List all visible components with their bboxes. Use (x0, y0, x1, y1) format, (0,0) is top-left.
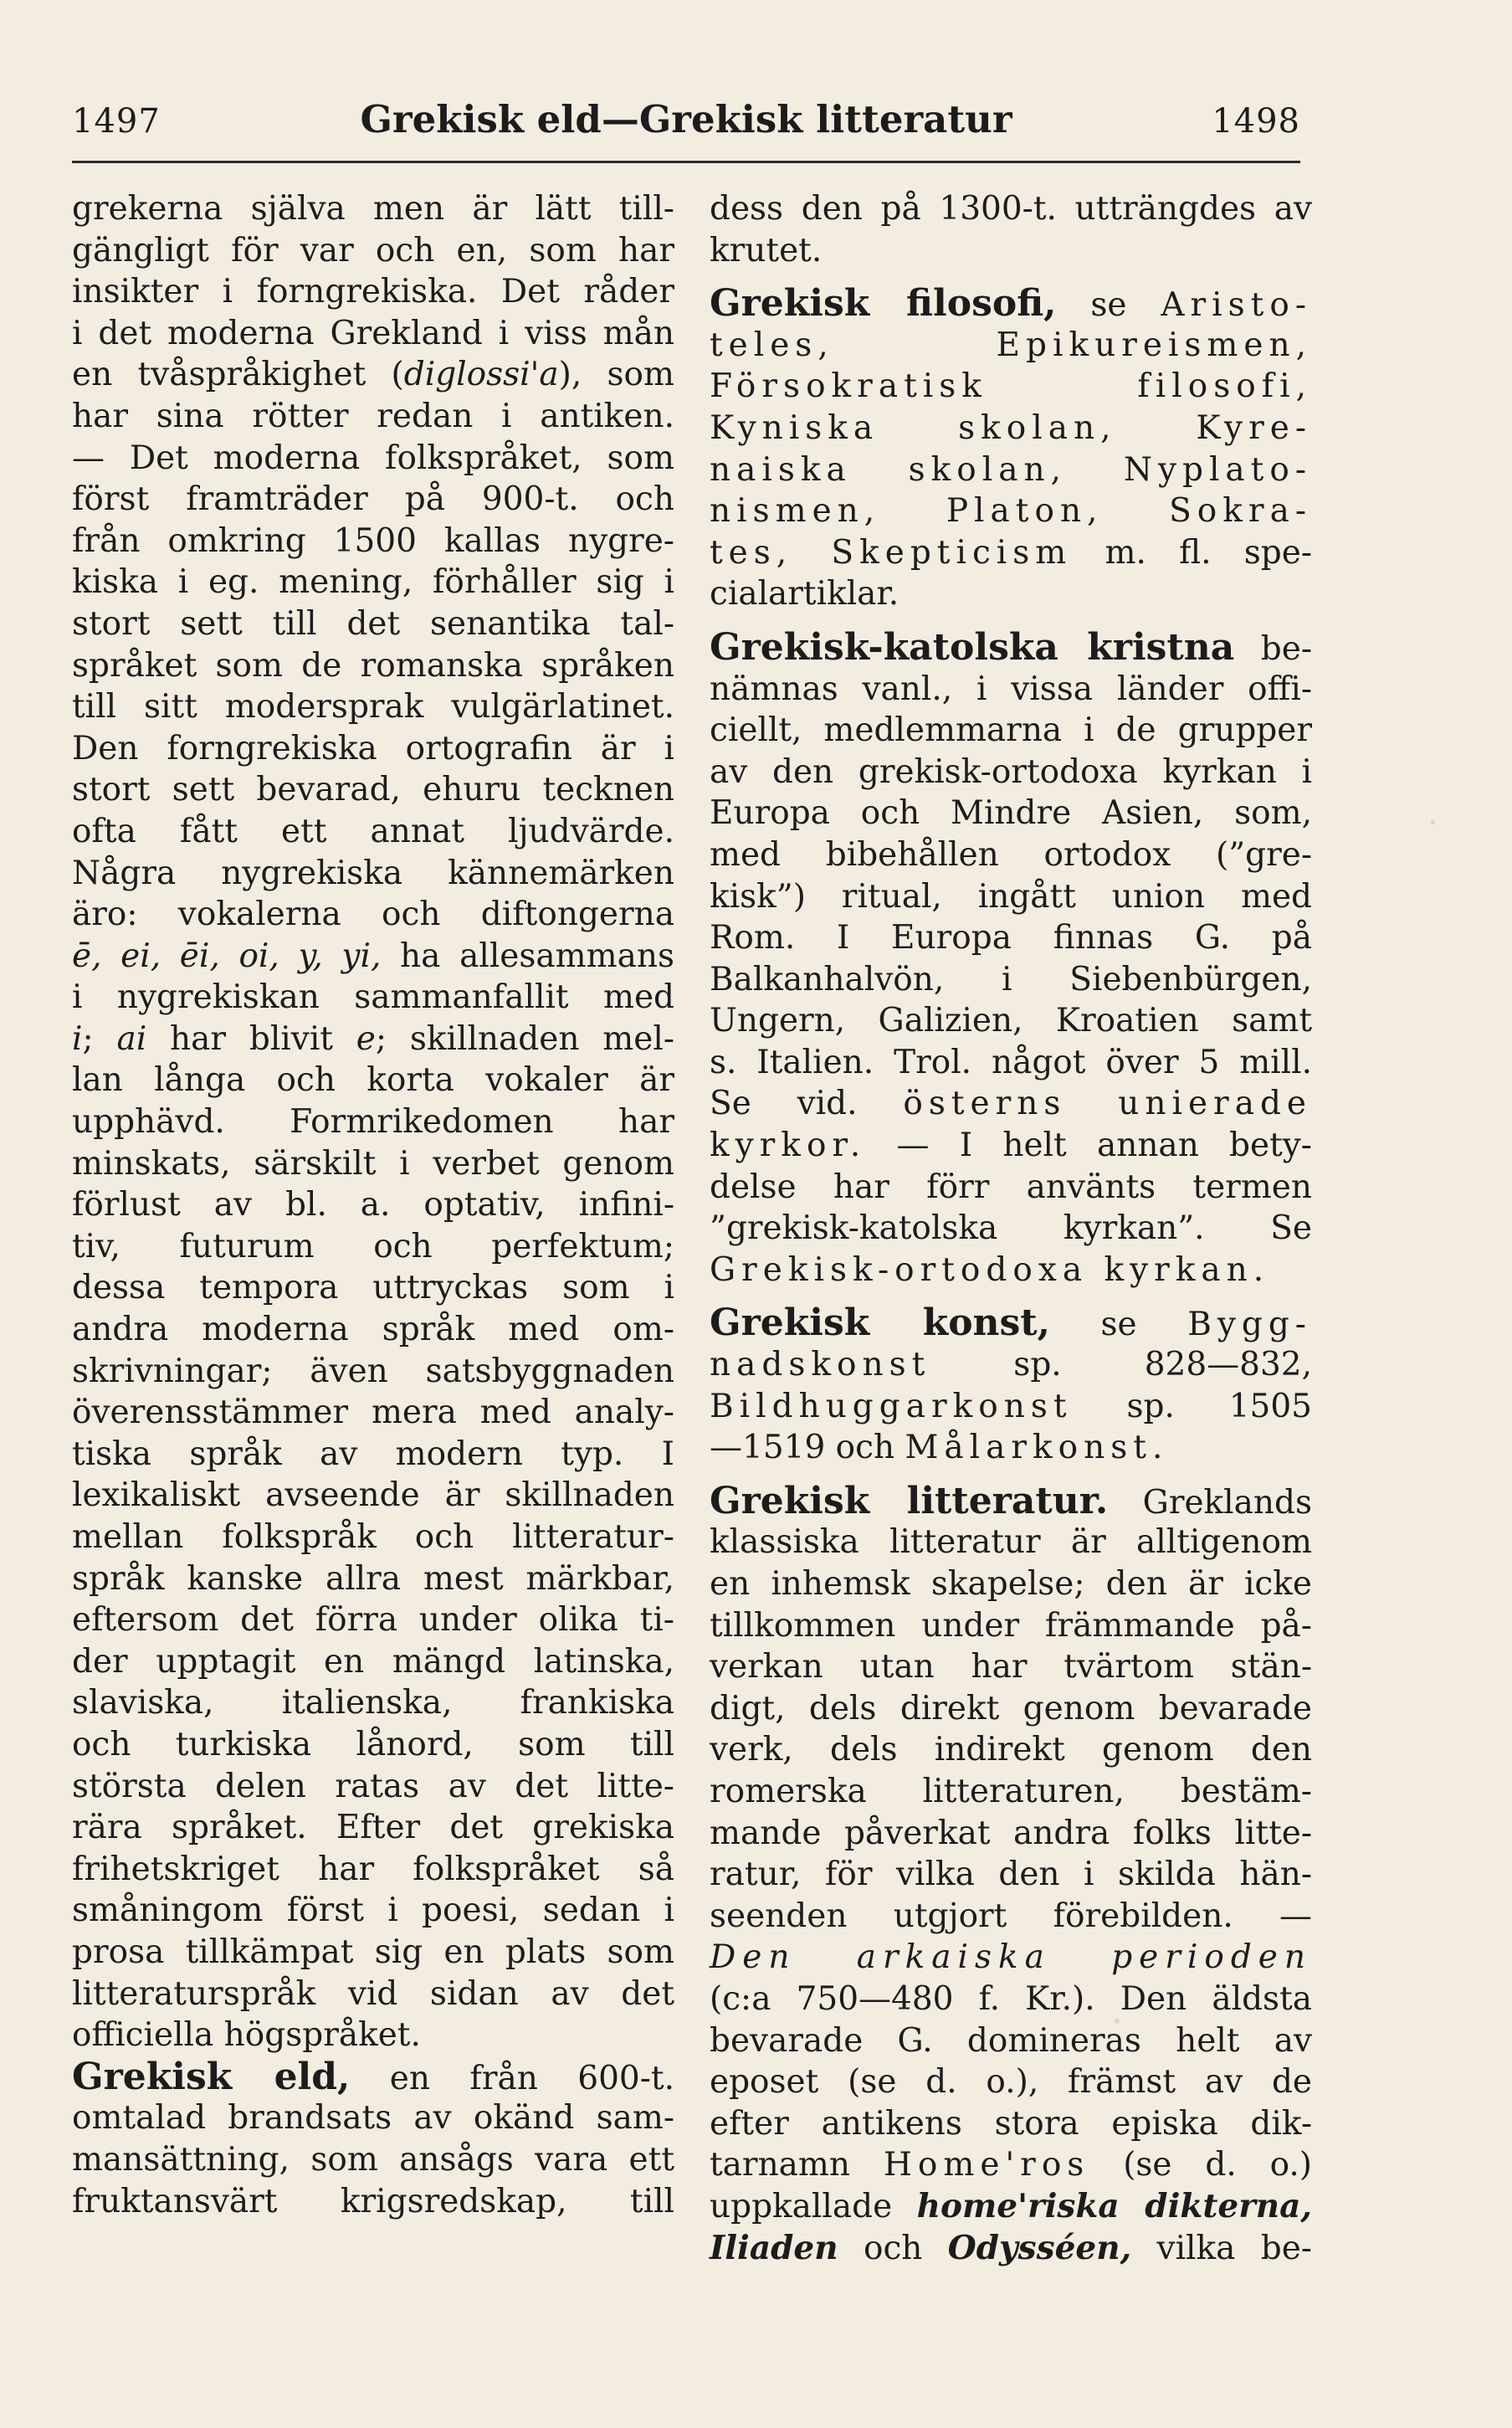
text-line: Europa och Mindre Asien, som, (710, 794, 1312, 833)
text-line: förlust av bl. a. optativ, infini- (72, 1186, 674, 1224)
running-title: Grekisk eld—Grekisk litteratur (360, 97, 1012, 141)
text-line: lan långa och korta vokaler är (72, 1061, 674, 1100)
title-iliaden: Iliaden (710, 2228, 838, 2267)
entry-grekisk-litteratur: Grekisk litteratur. Greklands (710, 1479, 1312, 1522)
text-line: dessa tempora uttryckas som i (72, 1269, 674, 1307)
text-line: språket som de romanska språken (72, 646, 674, 685)
text-line: Ungern, Galizien, Kroatien samt (710, 1002, 1312, 1040)
section-heading-arkaiska: Den arkaiska perioden (710, 1938, 1312, 1977)
text-line: med bibehållen ortodox (”gre- (710, 835, 1312, 874)
text-line: rära språket. Efter det grekiska (72, 1809, 674, 1847)
text-line: nämnas vanl., i vissa länder offi- (710, 670, 1312, 708)
text-line: Se vid. österns unierade (710, 1085, 1312, 1123)
text-line: nadskonst sp. 828—832, (710, 1346, 1312, 1384)
text-line: småningom först i poesi, sedan i (72, 1892, 674, 1930)
headword: Grekisk filosofi, (710, 282, 1057, 326)
term-diglossia: diglossi'a (403, 356, 559, 394)
text-line: minskats, särskilt i verbet genom (72, 1144, 674, 1183)
text-line: upphävd. Formrikedomen har (72, 1103, 674, 1142)
paper-speck (1431, 820, 1435, 824)
text-line: Balkanhalvön, i Siebenbürgen, (710, 960, 1312, 998)
text-line: i nygrekiskan sammanfallit med (72, 978, 674, 1017)
text-line: stort sett till det senantika tal- (72, 604, 674, 643)
headword: Grekisk eld, (72, 2055, 351, 2098)
right-column (710, 188, 1312, 2269)
text-line: dess den på 1300-t. utträngdes av (710, 190, 1312, 228)
text-line: frihetskriget har folkspråket så (72, 1850, 674, 1888)
text-line: eposet (se d. o.), främst av de (710, 2063, 1312, 2102)
text-line: (c:a 750—480 f. Kr.). Den äldsta (710, 1979, 1312, 2018)
text-line: mansättning, som ansågs vara ett (72, 2140, 674, 2179)
header-rule (72, 161, 1300, 163)
text-line: krutet. (710, 231, 823, 269)
cross-reference-line: Försokratisk filosofi, (710, 367, 1312, 406)
text-line: andra moderna språk med om- (72, 1311, 674, 1349)
text-line: digt, dels direkt genom bevarade (710, 1689, 1312, 1727)
text-line: tes, Skepticism m. fl. spe- (710, 533, 1313, 572)
text-line: stort sett bevarad, ehuru tecknen (72, 771, 674, 809)
text-line: en inhemsk skapelse; den är icke (710, 1565, 1312, 1603)
text-line: kisk”) ritual, ingått union med (710, 877, 1312, 916)
cross-reference: Bildhuggarkonst (710, 1387, 1073, 1425)
text-line: lexikaliskt avseende är skillnaden (72, 1476, 674, 1515)
cross-reference-line: naiska skolan, Nyplato- (710, 450, 1312, 489)
term-homeriska-dikterna: home'riska dikterna, (916, 2186, 1312, 2225)
text-line: uppkallade home'riska dikterna, (710, 2186, 1312, 2225)
cross-reference: Home'ros (883, 2146, 1090, 2184)
text-line: cialartiklar. (710, 575, 900, 613)
left-page-number: 1497 (72, 102, 161, 141)
cross-reference-line: nismen, Platon, Sokra- (710, 492, 1312, 531)
entry-grekisk-konst: Grekisk konst, se Bygg- (710, 1301, 1312, 1345)
text-line: kiska i eg. mening, förhåller sig i (72, 563, 674, 602)
vowel-list: ē, ei, ēi, oi, y, yi, (72, 937, 382, 975)
text-line: av den grekisk-ortodoxa kyrkan i (710, 752, 1312, 791)
text-line: skrivningar; även satsbyggnaden (72, 1352, 674, 1390)
text-line: och turkiska lånord, som till (72, 1725, 674, 1763)
cross-reference-line: Kyniska skolan, Kyre- (710, 408, 1312, 447)
cross-reference: Aristo- (1161, 286, 1312, 325)
text-line: delse har förr använts termen (710, 1168, 1312, 1206)
text-line: omtalad brandsats av okänd sam- (72, 2099, 674, 2138)
cross-reference-line: Grekisk-ortodoxa kyrkan. (710, 1250, 1270, 1289)
text-line: tillkommen under främmande på- (710, 1606, 1312, 1645)
text-line: tiv, futurum och perfektum; (72, 1227, 674, 1265)
cross-reference-line: teles, Epikureismen, (710, 326, 1312, 364)
text-line: har sina rötter redan i antiken. (72, 397, 674, 435)
text-line: verk, dels indirekt genom den (710, 1731, 1312, 1769)
cross-reference: Målarkonst. (905, 1429, 1169, 1467)
text-line: efter antikens stora episka dik- (710, 2104, 1312, 2143)
text-line: språk kanske allra mest märkbar, (72, 1559, 674, 1598)
text-line: bevarade G. domineras helt av (710, 2021, 1312, 2060)
text-line: tiska språk av modern typ. I (72, 1435, 674, 1473)
text-line: i det moderna Grekland i viss mån (72, 314, 674, 352)
text-line: överensstämmer mera med analy- (72, 1394, 674, 1432)
text-line: Den forngrekiska ortografin är i (72, 729, 674, 767)
text-line: insikter i forngrekiska. Det råder (72, 273, 674, 311)
cross-reference: österns unierade (903, 1085, 1312, 1123)
left-column (72, 188, 674, 2222)
headword: Grekisk konst, (710, 1301, 1050, 1345)
right-page-number: 1498 (1212, 102, 1300, 141)
text-line: största delen ratas av det litte- (72, 1767, 674, 1805)
text-line: der upptagit en mängd latinska, (72, 1642, 674, 1681)
text-line: litteraturspråk vid sidan av det (72, 1974, 674, 2013)
text-line: ofta fått ett annat ljudvärde. (72, 812, 674, 850)
text-line: —1519 och Målarkonst. (710, 1429, 1169, 1467)
text-line: ciellt, medlemmarna i de grupper (710, 711, 1312, 750)
text-line: i; ai har blivit e; skillnaden mel- (72, 1019, 674, 1058)
text-line: slaviska, italienska, frankiska (72, 1684, 674, 1722)
entry-grekisk-katolska: Grekisk-katolska kristna be- (710, 625, 1313, 669)
text-line: mellan folkspråk och litteratur- (72, 1518, 674, 1556)
headword: Grekisk-katolska kristna (710, 625, 1235, 669)
text-line: Iliaden och Odysséen, vilka be- (710, 2228, 1312, 2267)
text-line: prosa tillkämpat sig en plats som (72, 1933, 674, 1971)
text-line: s. Italien. Trol. något över 5 mill. (710, 1043, 1312, 1081)
text-line: äro: vokalerna och diftongerna (72, 896, 674, 934)
text-line: grekerna själva men är lätt till- (72, 190, 674, 228)
text-line: från omkring 1500 kallas nygre- (72, 521, 674, 560)
text-line: mande påverkat andra folks litte- (710, 1814, 1312, 1852)
text-line: eftersom det förra under olika ti- (72, 1601, 674, 1640)
title-odysseen: Odysséen, (947, 2228, 1132, 2267)
text-line: till sitt modersprak vulgärlatinet. (72, 688, 674, 726)
text-line: först framträder på 900-t. och (72, 480, 674, 519)
cross-reference: Bygg- (1187, 1306, 1312, 1344)
text-line: verkan utan har tvärtom stän- (710, 1648, 1312, 1686)
text-line: Bildhuggarkonst sp. 1505 (710, 1387, 1312, 1425)
page-header (72, 92, 1300, 159)
text-line: en tvåspråkighet (diglossi'a), som (72, 356, 674, 394)
headword: Grekisk litteratur. (710, 1479, 1109, 1522)
text-line: tarnamn Home'ros (se d. o.) (710, 2146, 1312, 2184)
cross-reference: kyrkor. (710, 1127, 867, 1165)
text-line: kyrkor. — I helt annan bety- (710, 1127, 1312, 1165)
entry-grekisk-filosofi: Grekisk filosofi, se Aristo- (710, 282, 1312, 326)
text-line: ratur, för vilka den i skilda hän- (710, 1856, 1312, 1894)
text-line: Några nygrekiska kännemärken (72, 854, 674, 892)
text-line: ē, ei, ēi, oi, y, yi, ha allesammans (72, 937, 674, 975)
text-line: ”grekisk-katolska kyrkan”. Se (710, 1209, 1312, 1248)
text-line: officiella högspråket. (72, 2016, 421, 2055)
text-line: klassiska litteratur är alltigenom (710, 1523, 1312, 1562)
text-line: — Det moderna folkspråket, som (72, 439, 674, 477)
paper-speck (345, 1573, 348, 1577)
text-line: Rom. I Europa finnas G. på (710, 919, 1312, 957)
text-line: gängligt för var och en, som har (72, 231, 674, 269)
text-line: romerska litteraturen, bestäm- (710, 1772, 1312, 1810)
entry-grekisk-eld: Grekisk eld, en från 600-t. (72, 2055, 674, 2098)
paper-speck (1115, 2019, 1120, 2024)
cross-reference: nadskonst (710, 1346, 931, 1384)
text-line: seenden utgjort förebilden. — (710, 1897, 1312, 1935)
text-line: fruktansvärt krigsredskap, till (72, 2182, 674, 2220)
